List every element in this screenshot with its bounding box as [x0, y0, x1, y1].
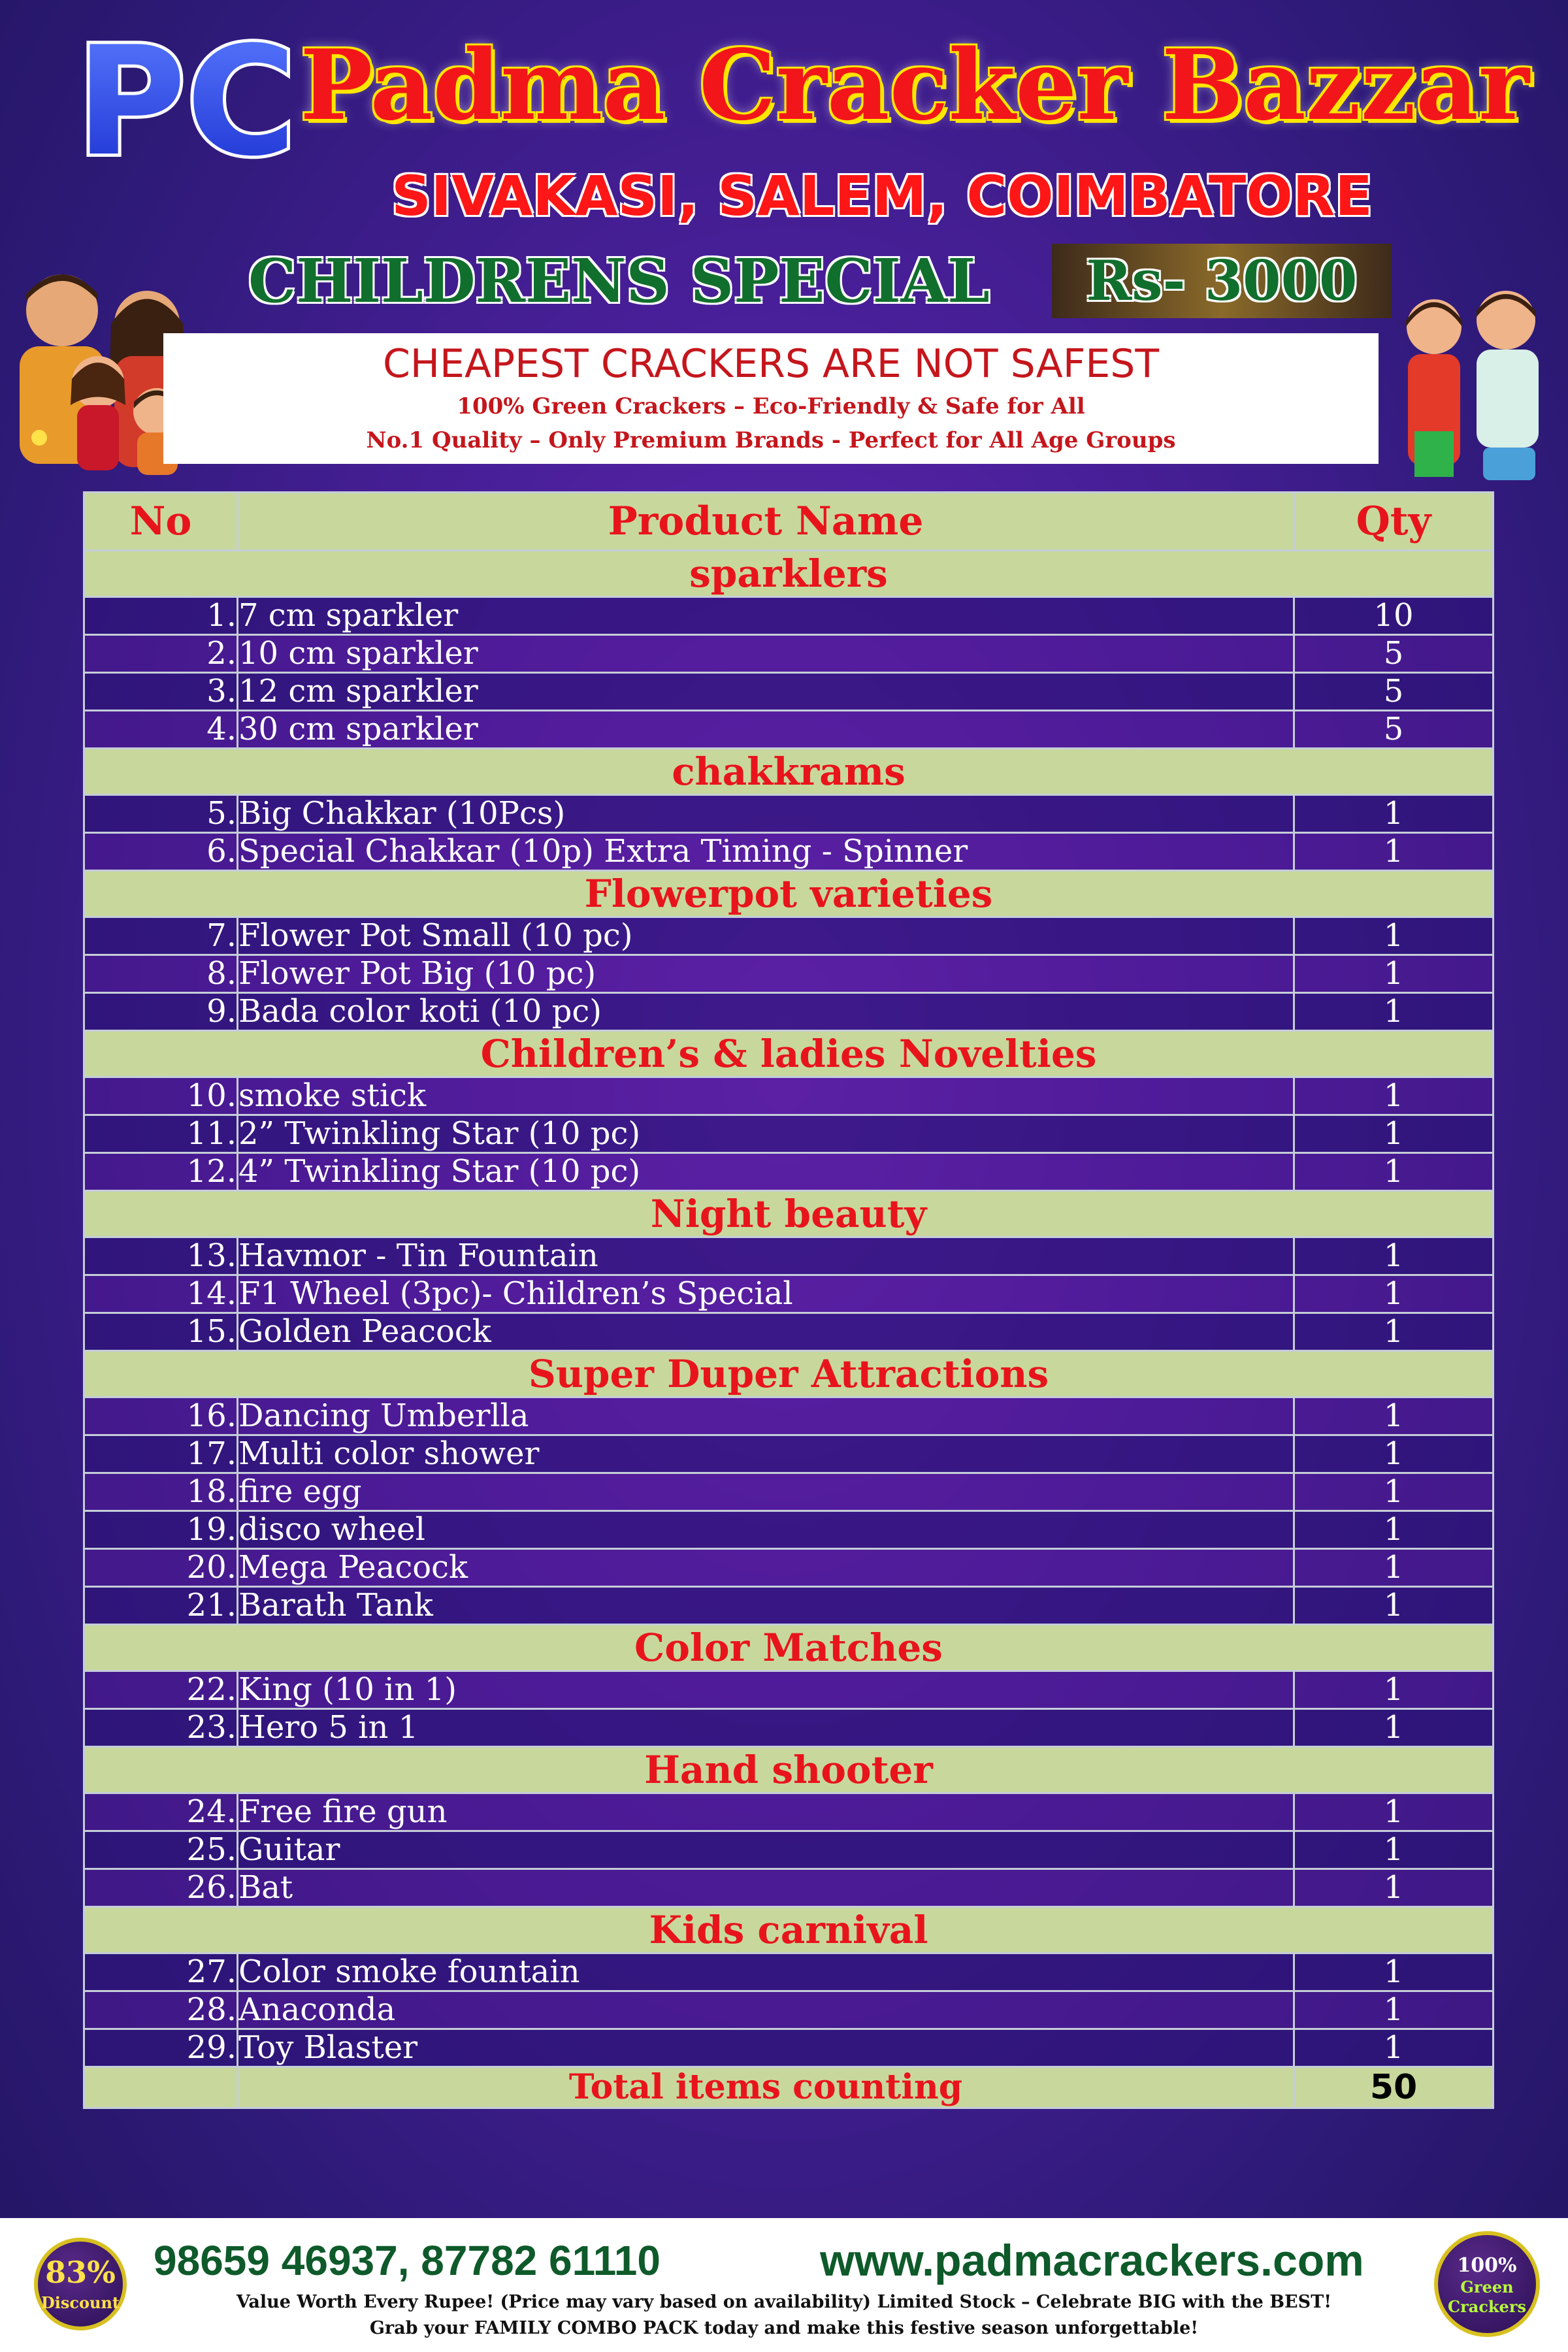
brand-title: Padma Cracker Bazzar [300, 28, 1529, 142]
item-no: 2. [84, 635, 238, 673]
item-no: 17. [84, 1435, 238, 1473]
product-table [83, 491, 1494, 2109]
item-qty: 1 [1294, 1435, 1494, 1473]
item-no: 19. [84, 1511, 238, 1549]
item-qty: 1 [1294, 1115, 1494, 1153]
item-no: 20. [84, 1549, 238, 1587]
item-qty: 1 [1294, 1275, 1494, 1313]
item-qty: 5 [1294, 673, 1494, 711]
item-name: Bada color koti (10 pc) [238, 993, 1294, 1031]
item-no: 16. [84, 1397, 238, 1435]
logo-text: PC [76, 15, 297, 189]
category-name: Children’s & ladies Novelties [84, 1031, 1494, 1077]
item-qty: 1 [1294, 1991, 1494, 2029]
item-no: 6. [84, 833, 238, 871]
item-qty: 5 [1294, 711, 1494, 749]
total-row [84, 2067, 1494, 2108]
item-no: 18. [84, 1473, 238, 1511]
warning-text: CHEAPEST CRACKERS ARE NOT SAFEST [383, 341, 1159, 387]
item-qty: 1 [1294, 1709, 1494, 1747]
table-body [84, 551, 1494, 2067]
table-row [84, 1991, 1494, 2029]
item-qty: 1 [1294, 1549, 1494, 1587]
item-name: Big Chakkar (10Pcs) [238, 795, 1294, 833]
item-qty: 1 [1294, 1313, 1494, 1351]
item-qty: 1 [1294, 1237, 1494, 1275]
category-row [84, 871, 1494, 917]
item-name: Hero 5 in 1 [238, 1709, 1294, 1747]
category-row [84, 1907, 1494, 1953]
category-row [84, 1625, 1494, 1671]
table-row [84, 1671, 1494, 1709]
item-no: 12. [84, 1153, 238, 1191]
table-header-row [84, 493, 1494, 551]
item-qty: 1 [1294, 1473, 1494, 1511]
price-box [1052, 244, 1392, 318]
item-name: smoke stick [238, 1077, 1294, 1115]
green-label-1: Green [1460, 2278, 1514, 2296]
item-no: 1. [84, 597, 238, 635]
item-name: Toy Blaster [238, 2029, 1294, 2067]
footer [0, 2218, 1568, 2352]
item-qty: 1 [1294, 1587, 1494, 1625]
item-no: 8. [84, 955, 238, 993]
item-qty: 1 [1294, 1511, 1494, 1549]
item-name: 12 cm sparkler [238, 673, 1294, 711]
phone-numbers[interactable]: 98659 46937, 87782 61110 [154, 2237, 661, 2284]
item-name: Bat [238, 1869, 1294, 1907]
category-row [84, 749, 1494, 795]
category-name: Flowerpot varieties [84, 871, 1494, 917]
table-row [84, 1237, 1494, 1275]
item-no: 11. [84, 1115, 238, 1153]
table-row [84, 711, 1494, 749]
item-no: 27. [84, 1953, 238, 1991]
item-qty: 10 [1294, 597, 1494, 635]
category-row [84, 551, 1494, 597]
item-name: Barath Tank [238, 1587, 1294, 1625]
item-no: 28. [84, 1991, 238, 2029]
table-row [84, 1435, 1494, 1473]
item-qty: 1 [1294, 917, 1494, 955]
green-crackers-badge [1434, 2231, 1540, 2337]
item-qty: 1 [1294, 833, 1494, 871]
item-name: 4” Twinkling Star (10 pc) [238, 1153, 1294, 1191]
table-row [84, 1953, 1494, 1991]
category-row [84, 1747, 1494, 1793]
price-label: Rs- 3000 [1086, 248, 1358, 313]
green-label-2: Crackers [1448, 2297, 1526, 2316]
item-no: 3. [84, 673, 238, 711]
table-row [84, 993, 1494, 1031]
kids-illustration-icon [1379, 281, 1568, 483]
item-name: Flower Pot Small (10 pc) [238, 917, 1294, 955]
item-no: 4. [84, 711, 238, 749]
item-no: 14. [84, 1275, 238, 1313]
item-no: 21. [84, 1587, 238, 1625]
green-value: 100% [1457, 2254, 1517, 2277]
total-qty: 50 [1294, 2067, 1494, 2108]
item-name: F1 Wheel (3pc)- Children’s Special [238, 1275, 1294, 1313]
item-name: Special Chakkar (10p) Extra Timing - Spinner [238, 833, 1294, 871]
discount-value: 83% [45, 2255, 116, 2290]
table-row [84, 917, 1494, 955]
item-name: Flower Pot Big (10 pc) [238, 955, 1294, 993]
item-no: 29. [84, 2029, 238, 2067]
table-row [84, 635, 1494, 673]
table-row [84, 1473, 1494, 1511]
table-row [84, 2029, 1494, 2067]
cities-line: SIVAKASI, SALEM, COIMBATORE [391, 164, 1373, 228]
table-row [84, 1077, 1494, 1115]
item-name: Mega Peacock [238, 1549, 1294, 1587]
header-no: No [84, 493, 238, 551]
quality-line: No.1 Quality – Only Premium Brands - Perfect for All Age Groups [366, 427, 1176, 453]
table-row [84, 1793, 1494, 1831]
item-name: Color smoke fountain [238, 1953, 1294, 1991]
header-qty: Qty [1294, 493, 1494, 551]
item-qty: 1 [1294, 1671, 1494, 1709]
total-spacer [84, 2067, 238, 2108]
item-qty: 5 [1294, 635, 1494, 673]
item-qty: 1 [1294, 1831, 1494, 1869]
category-row [84, 1351, 1494, 1397]
table-row [84, 955, 1494, 993]
category-name: Kids carnival [84, 1907, 1494, 1953]
item-no: 23. [84, 1709, 238, 1747]
item-name: 7 cm sparkler [238, 597, 1294, 635]
category-name: sparklers [84, 551, 1494, 597]
item-name: Anaconda [238, 1991, 1294, 2029]
table-row [84, 1313, 1494, 1351]
table-row [84, 673, 1494, 711]
item-no: 24. [84, 1793, 238, 1831]
item-name: 30 cm sparkler [238, 711, 1294, 749]
item-name: Free fire gun [238, 1793, 1294, 1831]
table-row [84, 1549, 1494, 1587]
table-row [84, 1831, 1494, 1869]
category-name: Night beauty [84, 1191, 1494, 1237]
item-no: 7. [84, 917, 238, 955]
eco-line: 100% Green Crackers – Eco-Friendly & Safe for All [457, 393, 1085, 419]
item-no: 13. [84, 1237, 238, 1275]
item-qty: 1 [1294, 2029, 1494, 2067]
item-name: 10 cm sparkler [238, 635, 1294, 673]
table-row [84, 1869, 1494, 1907]
item-no: 25. [84, 1831, 238, 1869]
table-row [84, 1115, 1494, 1153]
table-row [84, 795, 1494, 833]
discount-label: Discount [41, 2293, 120, 2312]
category-name: chakkrams [84, 749, 1494, 795]
item-no: 26. [84, 1869, 238, 1907]
table-row [84, 1397, 1494, 1435]
table-row [84, 1511, 1494, 1549]
item-no: 15. [84, 1313, 238, 1351]
item-no: 10. [84, 1077, 238, 1115]
item-name: Guitar [238, 1831, 1294, 1869]
table-row [84, 597, 1494, 635]
item-name: Multi color shower [238, 1435, 1294, 1473]
item-qty: 1 [1294, 1077, 1494, 1115]
table-row [84, 1153, 1494, 1191]
category-name: Color Matches [84, 1625, 1494, 1671]
table-row [84, 1275, 1494, 1313]
table-row [84, 833, 1494, 871]
item-name: disco wheel [238, 1511, 1294, 1549]
table-row [84, 1709, 1494, 1747]
category-row [84, 1191, 1494, 1237]
special-label: CHILDRENS SPECIAL [248, 246, 990, 316]
footer-note-2: Grab your FAMILY COMBO PACK today and make this festive season unforgettable! [369, 2318, 1199, 2338]
total-label: Total items counting [238, 2067, 1294, 2108]
item-name: 2” Twinkling Star (10 pc) [238, 1115, 1294, 1153]
item-qty: 1 [1294, 1869, 1494, 1907]
header-product-name: Product Name [238, 493, 1294, 551]
item-qty: 1 [1294, 955, 1494, 993]
item-name: Dancing Umberlla [238, 1397, 1294, 1435]
discount-badge [34, 2238, 127, 2330]
item-qty: 1 [1294, 1153, 1494, 1191]
item-qty: 1 [1294, 1397, 1494, 1435]
item-name: fire egg [238, 1473, 1294, 1511]
item-no: 22. [84, 1671, 238, 1709]
category-name: Super Duper Attractions [84, 1351, 1494, 1397]
item-qty: 1 [1294, 1953, 1494, 1991]
item-qty: 1 [1294, 795, 1494, 833]
pc-logo-icon [76, 15, 297, 189]
item-name: King (10 in 1) [238, 1671, 1294, 1709]
safety-banner [163, 333, 1379, 464]
footer-note-1: Value Worth Every Rupee! (Price may vary based on availability) Limited Stock – Celebrate BIG with the BEST! [236, 2292, 1332, 2312]
special-offer-line [248, 238, 1398, 323]
table-row [84, 1587, 1494, 1625]
item-no: 9. [84, 993, 238, 1031]
item-name: Havmor - Tin Fountain [238, 1237, 1294, 1275]
category-row [84, 1031, 1494, 1077]
item-name: Golden Peacock [238, 1313, 1294, 1351]
item-qty: 1 [1294, 1793, 1494, 1831]
item-no: 5. [84, 795, 238, 833]
category-name: Hand shooter [84, 1747, 1494, 1793]
item-qty: 1 [1294, 993, 1494, 1031]
website-link[interactable]: www.padmacrackers.com [820, 2236, 1364, 2285]
